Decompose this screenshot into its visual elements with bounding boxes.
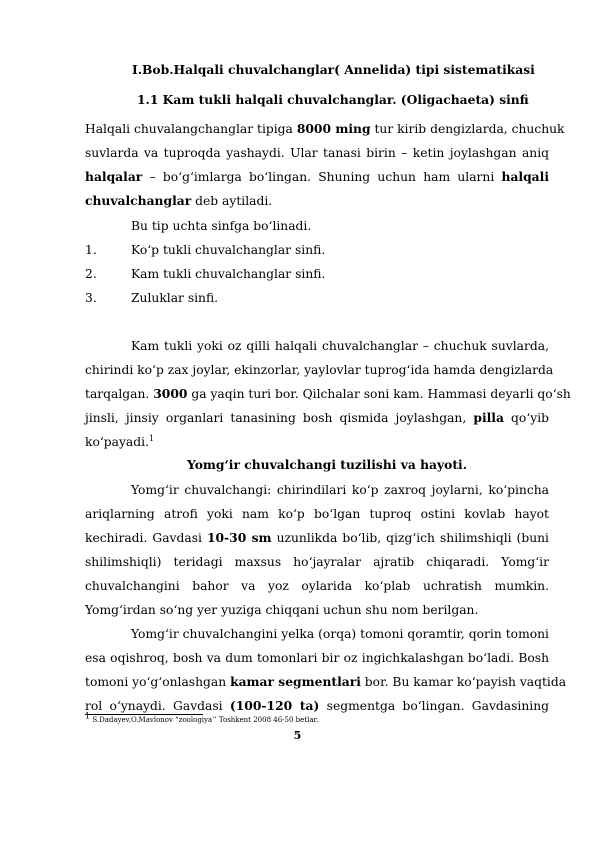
- paragraph-2-line-4: [85, 410, 549, 426]
- text-run: Halqali chuvalangchanglar tipiga: [85, 122, 297, 136]
- text-run: ga yaqin turi bor. Qilchalar soni kam. Hammasi deyarli qo‘sh: [187, 387, 571, 401]
- section-heading: 1.1 Kam tukli halqali chuvalchanglar. (Oligachaeta) sinfi: [137, 92, 529, 107]
- list-number: 2.: [85, 267, 97, 281]
- list-number: 3.: [85, 291, 97, 305]
- list-item: Zuluklar sinfi.: [131, 291, 219, 305]
- footnote-mark: 1: [85, 711, 91, 721]
- text-run: jinsli, jinsiy organlari tanasining bosh qismida joylashgan,: [85, 411, 474, 425]
- bold-term: pilla: [473, 410, 504, 425]
- bold-number: 10-30 sm: [206, 530, 272, 545]
- text-run: rol o‘ynaydi. Gavdasi: [85, 699, 230, 713]
- paragraph-1-line-1: [85, 121, 565, 137]
- text-run: – bo‘g‘imlarga bo‘lingan. Shuning uchun ham ularni: [142, 170, 502, 184]
- text-run: qo‘yib: [503, 411, 549, 425]
- footnote-reference[interactable]: 1: [148, 433, 155, 443]
- paragraph-4-line-2: esa oqishroq, bosh va dum tomonlari bir oz ingichkalashgan bo‘ladi. Bosh: [85, 651, 549, 665]
- bold-term: kamar segmentlari: [230, 674, 361, 689]
- text-run: segmentga bo‘lingan. Gavdasining: [319, 699, 549, 713]
- bold-term: halqali: [501, 169, 549, 184]
- paragraph-4-line-4: [85, 698, 549, 714]
- chapter-heading: I.Bob.Halqali chuvalchanglar( Annelida) tipi sistematikasi: [132, 62, 535, 77]
- paragraph-2-line-3: [85, 386, 571, 402]
- subsection-heading: Yomg‘ir chuvalchangi tuzilishi va hayoti.: [187, 457, 467, 472]
- list-item: Ko‘p tukli chuvalchanglar sinfi.: [131, 243, 326, 257]
- page-number: 5: [293, 729, 302, 742]
- paragraph-3-line-4: shilimshiqli) teridagi maxsus ho‘jayralar ajratib chiqaradi. Yomg‘ir: [85, 555, 549, 569]
- paragraph-2-line-1: Kam tukli yoki oz qilli halqali chuvalchanglar – chuchuk suvlarda,: [131, 339, 549, 353]
- bold-term: halqalar: [85, 169, 143, 184]
- bold-number: (100-120 ta): [229, 698, 320, 713]
- paragraph-3-line-5: chuvalchangini bahor va yoz oylarida ko‘plab uchratish mumkin.: [85, 579, 549, 593]
- list-number: 1.: [85, 243, 97, 257]
- paragraph-4-line-1: Yomg‘ir chuvalchangini yelka (orqa) tomoni qoramtir, qorin tomoni: [131, 627, 549, 641]
- text-run: uzunlikda bo‘lib, qizg‘ich shilimshiqli (buni: [271, 531, 549, 545]
- text-run: tarqalgan.: [85, 387, 154, 401]
- bold-number: 3000: [153, 386, 188, 401]
- paragraph-3-line-3: [85, 530, 549, 546]
- paragraph-4-line-3: [85, 674, 567, 690]
- footnote: [85, 711, 319, 725]
- paragraph-3-line-6: Yomg‘irdan so‘ng yer yuziga chiqqani uchun shu nom berilgan.: [85, 603, 479, 617]
- paragraph-2-line-2: chirindi ko‘p zax joylar, ekinzorlar, yaylovlar tuprog‘ida hamda dengizlarda: [85, 363, 554, 377]
- bold-term: chuvalchanglar: [85, 193, 192, 208]
- paragraph-1-line-3: [85, 169, 549, 185]
- paragraph-2-line-5: [85, 434, 549, 450]
- paragraph-1-line-2: suvlarda va tuproqda yashaydi. Ular tanasi birin – ketin joylashgan aniq: [85, 146, 549, 160]
- footnote-text: S.Dadayev,O.Mavlonov “zoologiya’’ Toshkent 2008 46-50 betlar.: [90, 716, 319, 724]
- text-run: tomoni yo‘g‘onlashgan: [85, 675, 231, 689]
- list-item: Kam tukli chuvalchanglar sinfi.: [131, 267, 326, 281]
- paragraph-3-line-2: ariqlarning atrofi yoki nam ko‘p bo‘lgan tuproq ostini kovlab hayot: [85, 507, 549, 521]
- text-run: ko‘payadi.: [85, 435, 149, 449]
- text-run: bor. Bu kamar ko‘payish vaqtida: [360, 675, 567, 689]
- text-run: tur kirib dengizlarda, chuchuk: [370, 122, 565, 136]
- text-run: deb aytiladi.: [191, 194, 273, 208]
- footnote-separator: [85, 714, 203, 715]
- paragraph-3-line-1: Yomg‘ir chuvalchangi: chirindilari ko‘p zaxroq joylarni, ko‘pincha: [131, 483, 549, 497]
- bold-number: 8000 ming: [296, 121, 371, 136]
- paragraph-1-line-4: [85, 193, 549, 209]
- text-run: kechiradi. Gavdasi: [85, 531, 207, 545]
- list-intro: Bu tip uchta sinfga bo‘linadi.: [131, 219, 312, 233]
